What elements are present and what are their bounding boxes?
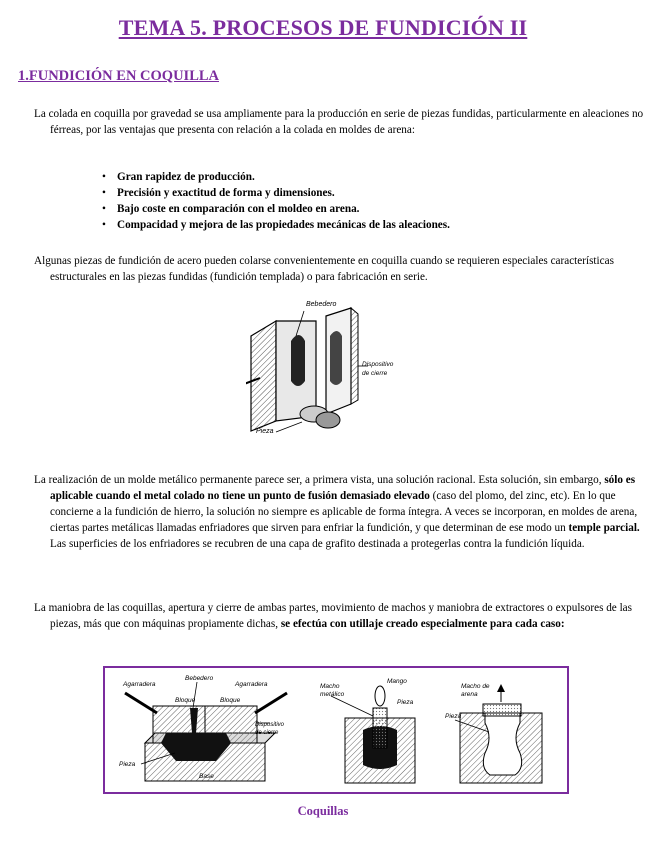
label-pieza-2: Pieza [119,761,136,768]
list-item: • Compacidad y mejora de las propiedades mecánicas de las aleaciones. [102,217,450,233]
label-pieza-right: Pieza [445,713,462,720]
label-bebedero: Bebedero [306,301,337,308]
advantages-list [102,169,450,233]
coquillas-figure-frame [103,666,569,794]
label-macho-de: Macho de [461,683,490,690]
list-item: • Bajo coste en comparación con el moldeo en arena. [102,201,450,217]
paragraph-operation: La maniobra de las coquillas, apertura y cierre de ambas partes, movimiento de machos y maniobra de extractores o expulsores de las piezas, más que con máquinas propiamente dichas, se efectúa con utillaje creado especialmente para cada caso: [34,602,633,630]
label-agarradera-right: Agarradera [235,681,268,688]
coquillas-figure [105,668,567,792]
label-bebedero-2: Bebedero [185,675,214,682]
label-bloque-left: Bloque [175,697,196,704]
coquilla-mold-figure [246,296,396,441]
label-metalico: metálico [320,691,345,698]
label-macho: Macho [320,683,340,690]
label-dispositivo: Dispositivo [362,361,394,368]
intro-paragraph: La colada en coquilla por gravedad se usa ampliamente para la producción en serie de piezas fundidas, particularmente en aleaciones no férreas, por las ventajas que presenta con relación a la colada en moldes de arena: [34,108,644,136]
label-arena: arena [461,691,478,698]
label-de-cierre-2: de cierre [255,730,279,736]
label-pieza: Pieza [256,428,274,435]
label-mango: Mango [387,678,407,685]
section-title: 1.FUNDICIÓN EN COQUILLA [18,68,220,84]
paragraph-steel-pieces: Algunas piezas de fundición de acero pueden colarse convenientemente en coquilla cuando se requieren especiales características estructurales en las piezas fundidas (fundición templada) o para fabricación en serie. [34,255,614,283]
figure-caption: Coquillas [297,804,349,818]
paragraph-permanent-mold: La realización de un molde metálico permanente parece ser, a primera vista, una solución racional. Esta solución, sin embargo, sólo es aplicable cuando el metal colado no tiene un punto de fusión demasiado elevado (caso del plomo, del zinc, etc). En lo que concierne a la fundición de hierro, la solución no siempre es aplicable de forma íntegra. A veces se incorporan, en moldes de arena, ciertas partes metálicas llamadas enfriadores que sirven para enfriar la fundición, y que determinan de ese modo un temple parcial. Las superficies de los enfriadores se recubren de una capa de grafito destinada a protegerlas contra la fundición líquida. [34,474,640,550]
label-base: Base [199,773,214,780]
label-pieza-middle: Pieza [397,699,414,706]
list-item: • Precisión y exactitud de forma y dimensiones. [102,185,450,201]
label-de-cierre: de cierre [362,370,388,377]
list-item: • Gran rapidez de producción. [102,169,450,185]
label-bloque-right: Bloque [220,697,241,704]
label-agarradera-left: Agarradera [123,681,156,688]
label-dispositivo-2: Dispositivo [255,722,285,728]
page-title: TEMA 5. PROCESOS DE FUNDICIÓN II [118,15,528,40]
